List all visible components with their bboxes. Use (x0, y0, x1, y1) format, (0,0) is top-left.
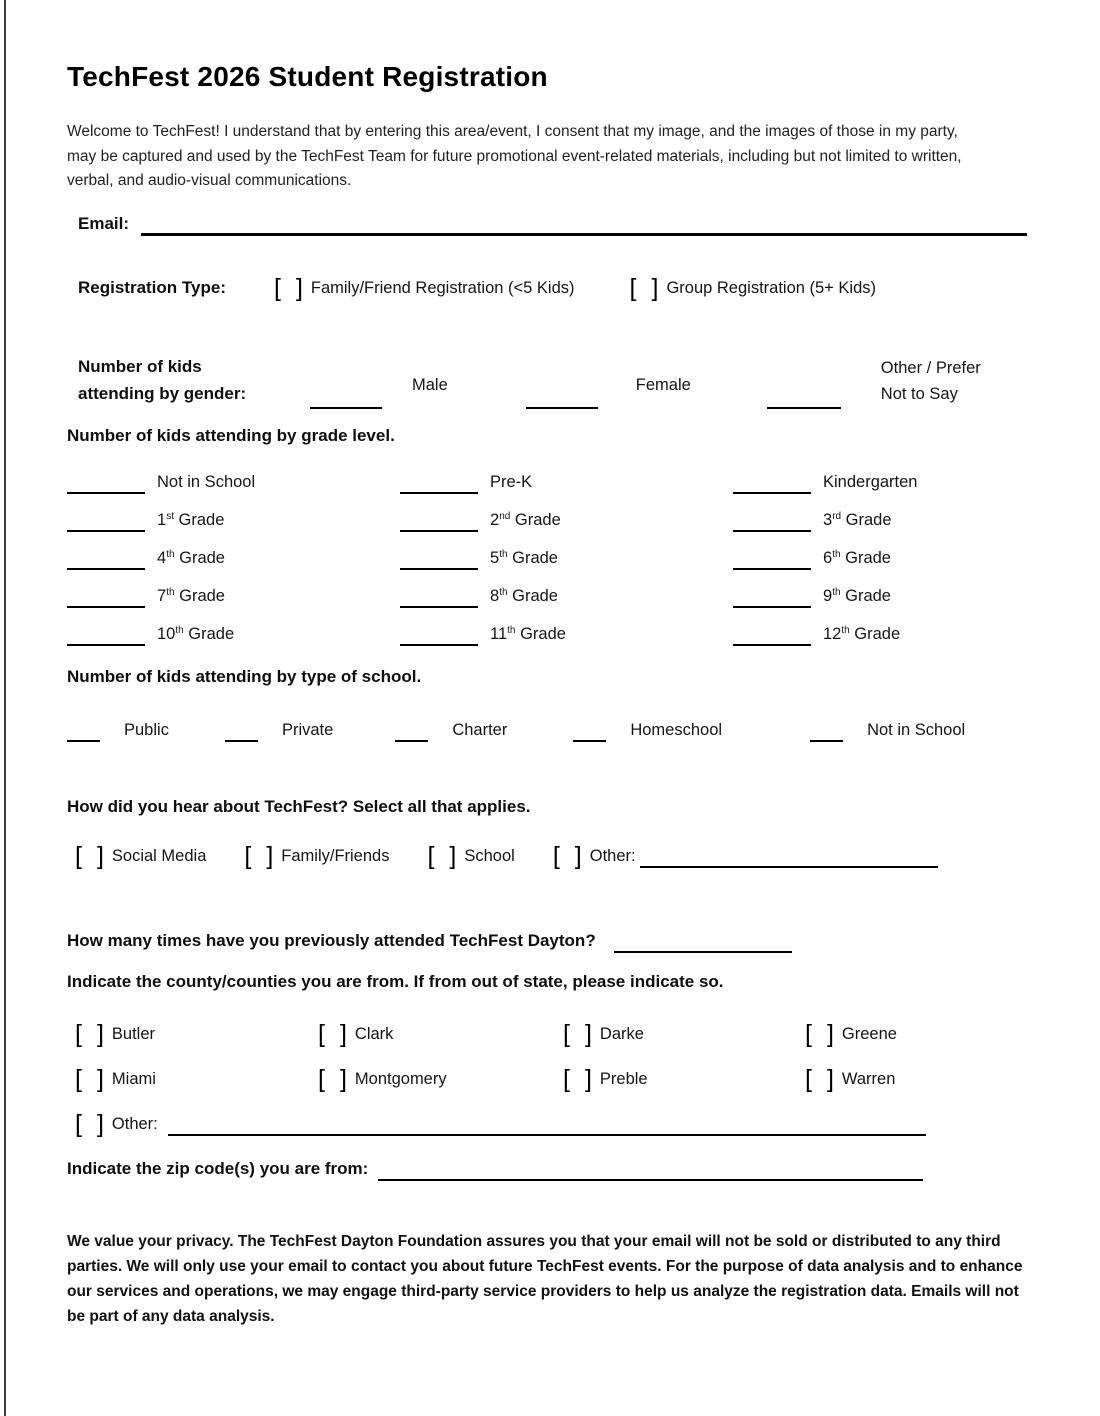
grade-count-line[interactable] (67, 644, 145, 646)
county-option-butler (75, 1020, 318, 1049)
grade-label: 4th Grade (157, 548, 225, 567)
grade-field-not-in-school (67, 472, 400, 493)
registration-type-row (67, 274, 1035, 303)
school-type-count-line[interactable] (573, 740, 606, 742)
privacy-line: We value your privacy. The TechFest Dayton Foundation assures you that your email will not be sold or distributed to any third (67, 1232, 1001, 1250)
school-type-label: Homeschool (630, 720, 723, 739)
checkbox-open-bracket: [ (75, 1064, 82, 1093)
privacy-line: be part of any data analysis. (67, 1307, 275, 1325)
grade-label: 2nd Grade (490, 510, 561, 529)
checkbox-open-bracket: [ (563, 1019, 570, 1048)
county-other-row (67, 1110, 1035, 1139)
grade-count-line[interactable] (67, 492, 145, 494)
grade-field-5th (400, 548, 733, 569)
email-label: Email: (78, 213, 130, 233)
checkbox-close-bracket: ] (574, 841, 582, 870)
grade-count-line[interactable] (67, 568, 145, 570)
county-clark-checkbox[interactable] (318, 1020, 347, 1048)
school-type-count-row (67, 721, 1035, 740)
grade-count-line[interactable] (67, 606, 145, 608)
school-type-count-line[interactable] (225, 740, 258, 742)
grade-field-6th (733, 548, 1035, 569)
checkbox-open-bracket: [ (244, 841, 252, 870)
grade-field-10th (67, 624, 400, 645)
hear-option-label: School (464, 846, 515, 865)
hear-family-friends-checkbox[interactable] (244, 842, 273, 870)
hear-option-family-friends (244, 841, 390, 870)
county-label: Greene (841, 1024, 897, 1043)
hear-option-other (552, 841, 938, 870)
grade-label: 7th Grade (157, 586, 225, 605)
email-field-row (67, 214, 1035, 234)
checkbox-open-bracket: [ (427, 841, 435, 870)
grade-label: 3rd Grade (823, 510, 892, 529)
checkbox-close-bracket: ] (651, 273, 659, 302)
grade-count-grid (67, 472, 1035, 645)
county-label: Miami (111, 1069, 156, 1088)
gender-female-count-line[interactable] (526, 407, 598, 409)
page-title: TechFest 2026 Student Registration (67, 61, 548, 92)
grade-label: 9th Grade (823, 586, 891, 605)
privacy-line: our services and operations, we may engage third-party service providers to help us analyze the registration data. Emails will not (67, 1282, 1019, 1300)
checkbox-close-bracket: ] (449, 841, 457, 870)
county-option-miami (75, 1065, 318, 1094)
school-type-section-heading: Number of kids attending by type of school. (67, 666, 422, 686)
county-other-label: Other: (111, 1114, 158, 1133)
gender-other-label: Other / Prefer Not to Say (880, 358, 981, 403)
registration-type-family-label: Family/Friend Registration (<5 Kids) (310, 278, 575, 297)
privacy-notice-text (67, 1229, 1035, 1329)
county-warren-checkbox[interactable] (805, 1065, 834, 1093)
school-type-count-line[interactable] (810, 740, 843, 742)
hear-option-social-media (75, 841, 207, 870)
county-option-warren (805, 1065, 1035, 1094)
checkbox-close-bracket: ] (266, 841, 274, 870)
privacy-line: parties. We will only use your email to contact you about future TechFest events. For the purpose of data analysis and to enhance (67, 1257, 1023, 1275)
grade-label: Kindergarten (823, 472, 918, 491)
checkbox-open-bracket: [ (75, 1019, 82, 1048)
county-other-checkbox[interactable] (75, 1110, 104, 1138)
checkbox-open-bracket: [ (75, 841, 82, 870)
hear-school-checkbox[interactable] (427, 842, 456, 870)
intro-line: may be captured and used by the TechFest Team for future promotional event-related materials, including but not limited to written, (67, 147, 962, 165)
hear-other-checkbox[interactable] (553, 842, 582, 870)
grade-count-line[interactable] (400, 644, 478, 646)
county-option-clark (318, 1020, 563, 1049)
school-type-not-in-school (810, 721, 965, 739)
checkbox-close-bracket: ] (584, 1064, 592, 1093)
registration-type-group-checkbox[interactable] (630, 274, 659, 302)
school-type-label: Not in School (867, 720, 966, 739)
school-type-label: Charter (452, 720, 508, 739)
grade-count-line[interactable] (733, 530, 811, 532)
grade-count-line[interactable] (733, 644, 811, 646)
intro-line: Welcome to TechFest! I understand that by entering this area/event, I consent that my image, and the images of those in my party, (67, 123, 958, 140)
hear-option-school (427, 841, 515, 870)
grade-count-line[interactable] (400, 492, 478, 494)
zip-code-label: Indicate the zip code(s) you are from: (67, 1158, 369, 1178)
grade-field-7th (67, 586, 400, 607)
hear-option-label: Social Media (111, 846, 207, 865)
registration-type-group-label: Group Registration (5+ Kids) (666, 278, 876, 297)
grade-count-line[interactable] (400, 606, 478, 608)
registration-type-label: Registration Type: (78, 277, 226, 297)
page-left-border (4, 0, 6, 1416)
checkbox-open-bracket: [ (318, 1019, 325, 1048)
registration-type-family-checkbox[interactable] (274, 274, 303, 302)
checkbox-open-bracket: [ (805, 1064, 812, 1093)
county-preble-checkbox[interactable] (563, 1065, 592, 1093)
county-miami-checkbox[interactable] (75, 1065, 104, 1093)
zip-input-line[interactable] (378, 1179, 923, 1181)
grade-field-12th (733, 624, 1035, 645)
county-other-input-line[interactable] (168, 1134, 926, 1136)
consent-intro-text (67, 120, 1035, 194)
grade-label: Not in School (157, 472, 256, 491)
checkbox-close-bracket: ] (339, 1064, 347, 1093)
grade-count-line[interactable] (733, 606, 811, 608)
school-type-charter (395, 721, 507, 739)
grade-field-3rd (733, 510, 1035, 531)
grade-field-pre-k (400, 472, 733, 493)
school-type-count-line[interactable] (67, 740, 100, 742)
county-label: Darke (599, 1024, 644, 1043)
checkbox-close-bracket: ] (96, 1109, 104, 1138)
county-montgomery-checkbox[interactable] (318, 1065, 347, 1093)
grade-count-line[interactable] (733, 568, 811, 570)
county-option-darke (563, 1020, 805, 1049)
grade-label: Pre-K (490, 472, 533, 491)
school-type-label: Public (124, 720, 169, 739)
grade-field-1st (67, 510, 400, 531)
checkbox-open-bracket: [ (273, 273, 281, 302)
gender-other-count-line[interactable] (767, 407, 841, 409)
county-options-grid (67, 1020, 1035, 1094)
gender-female-label: Female (635, 375, 691, 394)
hear-option-label: Family/Friends (281, 846, 390, 865)
grade-field-9th (733, 586, 1035, 607)
grade-count-line[interactable] (400, 568, 478, 570)
county-option-preble (563, 1065, 805, 1094)
checkbox-open-bracket: [ (805, 1019, 812, 1048)
zip-code-row (67, 1159, 1035, 1179)
county-option-greene (805, 1020, 1035, 1049)
gender-male-count-line[interactable] (310, 407, 382, 409)
hear-about-options-row (67, 842, 1035, 871)
attendance-count-line[interactable] (614, 951, 792, 953)
checkbox-close-bracket: ] (339, 1019, 347, 1048)
school-type-private (225, 721, 333, 739)
checkbox-open-bracket: [ (563, 1064, 570, 1093)
county-label: Montgomery (354, 1069, 447, 1088)
hear-other-label: Other: (589, 846, 636, 865)
grade-label: 12th Grade (823, 624, 901, 643)
checkbox-open-bracket: [ (552, 841, 560, 870)
checkbox-open-bracket: [ (629, 273, 637, 302)
gender-count-row (67, 353, 1035, 407)
checkbox-close-bracket: ] (295, 273, 303, 302)
grade-field-2nd (400, 510, 733, 531)
county-section-heading: Indicate the county/counties you are from. If from out of state, please indicate so. (67, 971, 724, 991)
grade-count-line[interactable] (400, 530, 478, 532)
attendance-question: How many times have you previously attended TechFest Dayton? (67, 930, 596, 950)
grade-label: 5th Grade (490, 548, 558, 567)
registration-type-option-group (629, 273, 876, 302)
grade-label: 1st Grade (157, 510, 225, 529)
checkbox-close-bracket: ] (584, 1019, 592, 1048)
hear-social-media-checkbox[interactable] (75, 842, 104, 870)
grade-label: 8th Grade (490, 586, 558, 605)
school-type-homeschool (573, 721, 722, 739)
email-input-line[interactable] (141, 233, 1027, 236)
county-greene-checkbox[interactable] (805, 1020, 834, 1048)
checkbox-open-bracket: [ (318, 1064, 325, 1093)
checkbox-close-bracket: ] (96, 1064, 104, 1093)
registration-type-option-family (273, 273, 575, 302)
grade-count-line[interactable] (733, 492, 811, 494)
school-type-public (67, 721, 169, 739)
grade-field-4th (67, 548, 400, 569)
hear-other-input-line[interactable] (640, 866, 938, 868)
checkbox-open-bracket: [ (75, 1109, 82, 1138)
grade-label: 10th Grade (157, 624, 235, 643)
gender-male-label: Male (412, 375, 448, 394)
grade-field-11th (400, 624, 733, 645)
hear-about-section-heading: How did you hear about TechFest? Select all that applies. (67, 796, 531, 816)
form-content (67, 0, 1035, 1329)
county-label: Preble (599, 1069, 648, 1088)
grade-field-8th (400, 586, 733, 607)
county-option-montgomery (318, 1065, 563, 1094)
grade-label: 6th Grade (823, 548, 891, 567)
county-label: Warren (841, 1069, 896, 1088)
county-label: Butler (111, 1024, 156, 1043)
checkbox-close-bracket: ] (826, 1064, 834, 1093)
county-butler-checkbox[interactable] (75, 1020, 104, 1048)
checkbox-close-bracket: ] (96, 841, 104, 870)
grade-count-line[interactable] (67, 530, 145, 532)
school-type-count-line[interactable] (395, 740, 428, 742)
intro-line: verbal, and audio-visual communications. (67, 172, 352, 189)
checkbox-close-bracket: ] (826, 1019, 834, 1048)
grade-section-heading: Number of kids attending by grade level. (67, 425, 395, 445)
attendance-question-row (67, 931, 1035, 951)
school-type-label: Private (281, 720, 334, 739)
grade-field-kindergarten (733, 472, 1035, 493)
county-darke-checkbox[interactable] (563, 1020, 592, 1048)
gender-section-label: Number of kids attending by gender: (78, 356, 247, 403)
grade-label: 11th Grade (490, 624, 566, 643)
checkbox-close-bracket: ] (96, 1019, 104, 1048)
county-label: Clark (354, 1024, 394, 1043)
